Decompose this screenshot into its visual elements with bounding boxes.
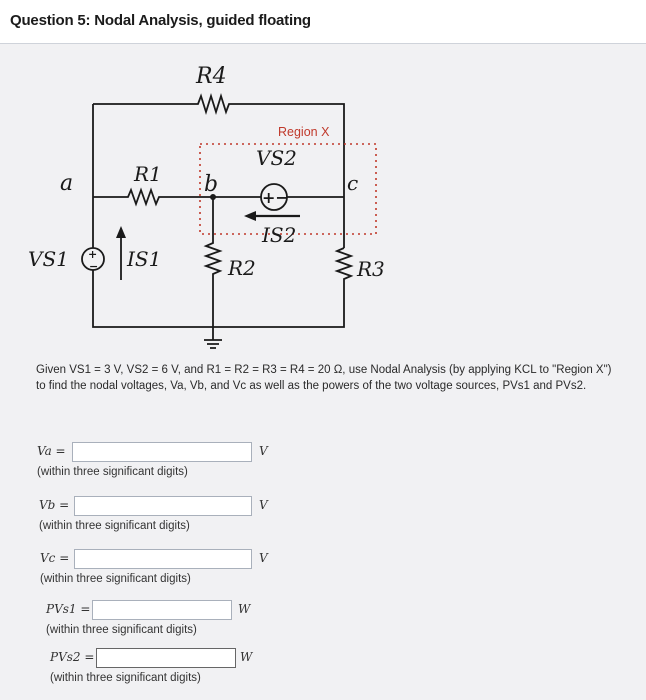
question-title: Question 5: Nodal Analysis, guided floating	[10, 12, 311, 29]
ground-symbol	[204, 340, 222, 348]
pvs2-input[interactable]	[96, 648, 236, 668]
vs1-label: VS1	[28, 247, 69, 271]
vb-input[interactable]	[74, 496, 252, 516]
vc-label: Vc =	[40, 551, 70, 565]
problem-statement: Given VS1 = 3 V, VS2 = 6 V, and R1 = R2 = R3 = R4 = 20 Ω, use Nodal Analysis (by applying KCL to "Region X") to find the nodal voltages, Va, Vb, and Vc as well as the powers of the two voltage sources, PVs1 and PVs2.	[36, 364, 612, 392]
region-x-label: Region X	[278, 125, 330, 139]
vc-hint: (within three significant digits)	[40, 573, 191, 585]
vs2-polarity: +−	[262, 188, 289, 207]
vs1-plus: +	[88, 248, 98, 261]
node-c-label: c	[347, 171, 359, 195]
node-b-label: b	[204, 172, 219, 197]
va-input[interactable]	[72, 442, 252, 462]
pvs2-hint: (within three significant digits)	[50, 672, 201, 684]
pvs1-unit: W	[238, 602, 251, 616]
vb-unit: V	[259, 498, 268, 512]
vb-hint: (within three significant digits)	[39, 520, 190, 532]
r4-branch	[93, 96, 344, 248]
r1-branch	[93, 190, 344, 204]
pvs1-input[interactable]	[92, 600, 232, 620]
is2-arrowhead	[244, 211, 256, 221]
circuit-diagram	[0, 44, 646, 354]
is1-arrowhead	[116, 226, 126, 238]
node-a-label: a	[60, 171, 74, 196]
pvs2-label: PVs2 =	[50, 650, 95, 664]
va-label: Va =	[37, 444, 66, 458]
r2-label: R2	[228, 256, 256, 280]
vs2-label: VS2	[256, 146, 297, 170]
r1-label: R1	[134, 162, 162, 186]
va-hint: (within three significant digits)	[37, 466, 188, 478]
vc-unit: V	[259, 551, 268, 565]
pvs1-label: PVs1 =	[46, 602, 91, 616]
question-header	[0, 0, 646, 44]
vs1-minus: −	[89, 260, 99, 273]
va-unit: V	[259, 444, 268, 458]
vb-label: Vb =	[39, 498, 70, 512]
is1-label: IS1	[127, 247, 162, 271]
r3-zigzag	[337, 248, 351, 290]
vc-input[interactable]	[74, 549, 252, 569]
pvs1-hint: (within three significant digits)	[46, 624, 197, 636]
r4-label: R4	[196, 64, 227, 89]
pvs2-unit: W	[240, 650, 253, 664]
r2-branch	[206, 197, 220, 340]
r3-label: R3	[357, 257, 385, 281]
is2-label: IS2	[262, 223, 297, 247]
